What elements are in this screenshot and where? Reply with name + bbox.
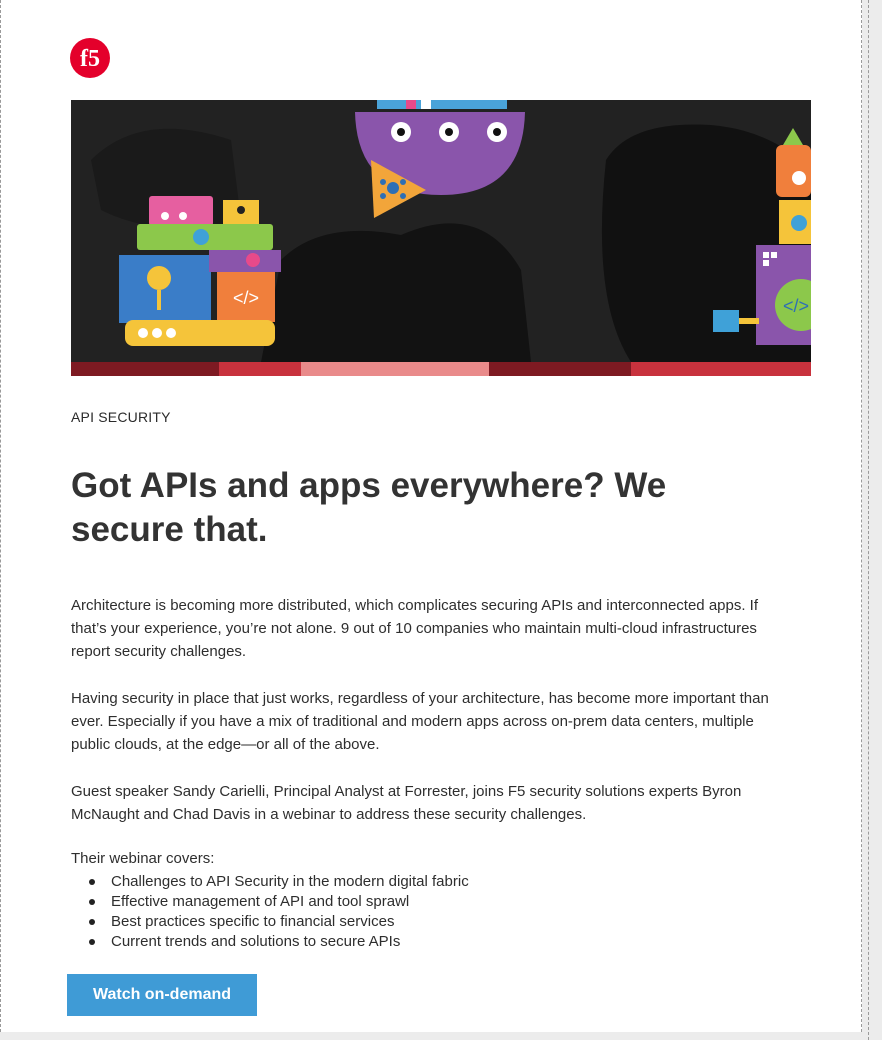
list-item: Best practices specific to financial services: [71, 912, 469, 932]
list-item: Current trends and solutions to secure APIs: [71, 932, 469, 952]
body-paragraph: Architecture is becoming more distributed, which complicates securing APIs and interconnected apps. If that’s your experience, you’re not alone. 9 out of 10 companies who maintain multi-cloud infrastructures report security challenges.: [71, 597, 759, 660]
list-item: Effective management of API and tool sprawl: [71, 892, 469, 912]
scrollbar-rail: [868, 0, 870, 1040]
covers-list: [71, 872, 469, 952]
body-paragraph: Having security in place that just works, regardless of your architecture, has become more important than ever. Especially if you have a mix of traditional and modern apps across on-prem data centers, multiple public clouds, at the edge—or all of the above.: [71, 690, 769, 753]
list-item: Challenges to API Security in the modern digital fabric: [71, 872, 469, 892]
covers-intro: Their webinar covers:: [71, 850, 215, 867]
section-kicker: API SECURITY: [71, 409, 171, 425]
watch-on-demand-button[interactable]: Watch on-demand: [67, 974, 257, 1016]
hero-banner-illustration: [71, 100, 811, 376]
headline: Got APIs and apps everywhere? We secure that.: [71, 466, 667, 549]
code-glyph: </>: [232, 288, 260, 308]
f5-logo-icon[interactable]: [69, 37, 111, 79]
code-glyph-right: </>: [782, 296, 810, 316]
logo-text: f5: [80, 46, 100, 72]
body-paragraph: Guest speaker Sandy Carielli, Principal Analyst at Forrester, joins F5 security solutions experts Byron McNaught and Chad Davis in a webinar to address these security challenges.: [71, 783, 742, 823]
